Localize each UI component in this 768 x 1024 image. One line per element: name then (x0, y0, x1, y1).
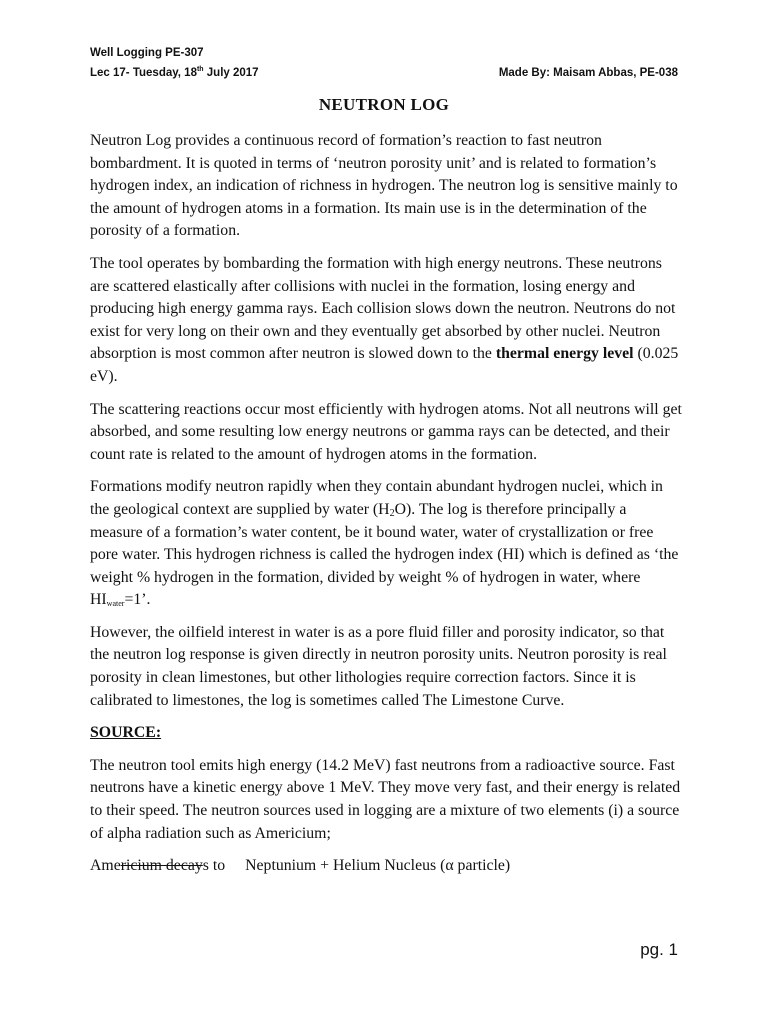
equation-lhs: Americium decays to (90, 857, 226, 875)
paragraph-intro: Neutron Log provides a continuous record of formation’s reaction to fast neutron bombardment. It is quoted in terms of ‘neutron porosity unit’ and is related to formation’s hydrogen index, an indication of richness in hydrogen. The neutron log is sensitive mainly to the amount of hydrogen atoms in a formation. Its main use is in the determination of the porosity of a formation. (90, 132, 678, 240)
author-credit: Made By: Maisam Abbas, PE-038 (498, 67, 678, 79)
document-body (90, 130, 682, 878)
thermal-energy-term: thermal energy level (495, 345, 634, 363)
section-heading-source: SOURCE: (90, 724, 162, 742)
lecture-date: Lec 17- Tuesday, 18th July 2017 (90, 66, 259, 79)
paragraph-scattering: The scattering reactions occur most efficiently with hydrogen atoms. Not all neutrons will get absorbed, and some resulting low energy neutrons or gamma rays can be detected, and their count rate is related to the amount of hydrogen atoms in the formation. (90, 400, 682, 463)
paragraph-neutron-source: The neutron tool emits high energy (14.2 MeV) fast neutrons from a radioactive source. Fast neutrons have a kinetic energy above 1 MeV. They move very fast, and their energy is related to their speed. The neutron sources used in logging are a mixture of two elements (i) a source of alpha radiation such as Americium; (90, 756, 681, 842)
equation-rhs: Neptunium + Helium Nucleus (α particle) (245, 857, 511, 875)
course-code: Well Logging PE-307 (90, 47, 204, 59)
decay-equation (90, 855, 682, 878)
page-number: pg. 1 (640, 940, 678, 959)
paragraph-oilfield-interest: However, the oilfield interest in water is as a pore fluid filler and porosity indicator, so that the neutron log response is given directly in neutron porosity units. Neutron porosity is real porosity in clean limestones, but other lithologies require correction factors. Since it is calibrated to limestones, the log is sometimes called The Limestone Curve. (90, 623, 667, 709)
header-line-1 (90, 47, 678, 59)
header-line-2 (90, 67, 678, 79)
paragraph-tool-operation: The tool operates by bombarding the formation with high energy neutrons. These neutrons are scattered elastically after collisions with nuclei in the formation, losing energy and producing high energy gamma rays. Each collision slows down the neutron. Neutrons do not exist for very long on their own and they eventually get absorbed by other nuclei. Neutron absorption is most common after neutron is slowed down to the thermal energy level (0.025 eV). (90, 254, 679, 385)
document-title: NEUTRON LOG (318, 95, 450, 114)
paragraph-hydrogen-index: Formations modify neutron rapidly when they contain abundant hydrogen nuclei, which in the geological context are supplied by water $(H_2O)$. The log is therefore principally a measure of a formation’s water content, be it bound water, water of crystallization or free pore water. This hydrogen richness is called the hydrogen index (HI) which is defined as ‘the weight % hydrogen in the formation, divided by weight % of hydrogen in water, where HIwater=1’. (90, 478, 679, 609)
